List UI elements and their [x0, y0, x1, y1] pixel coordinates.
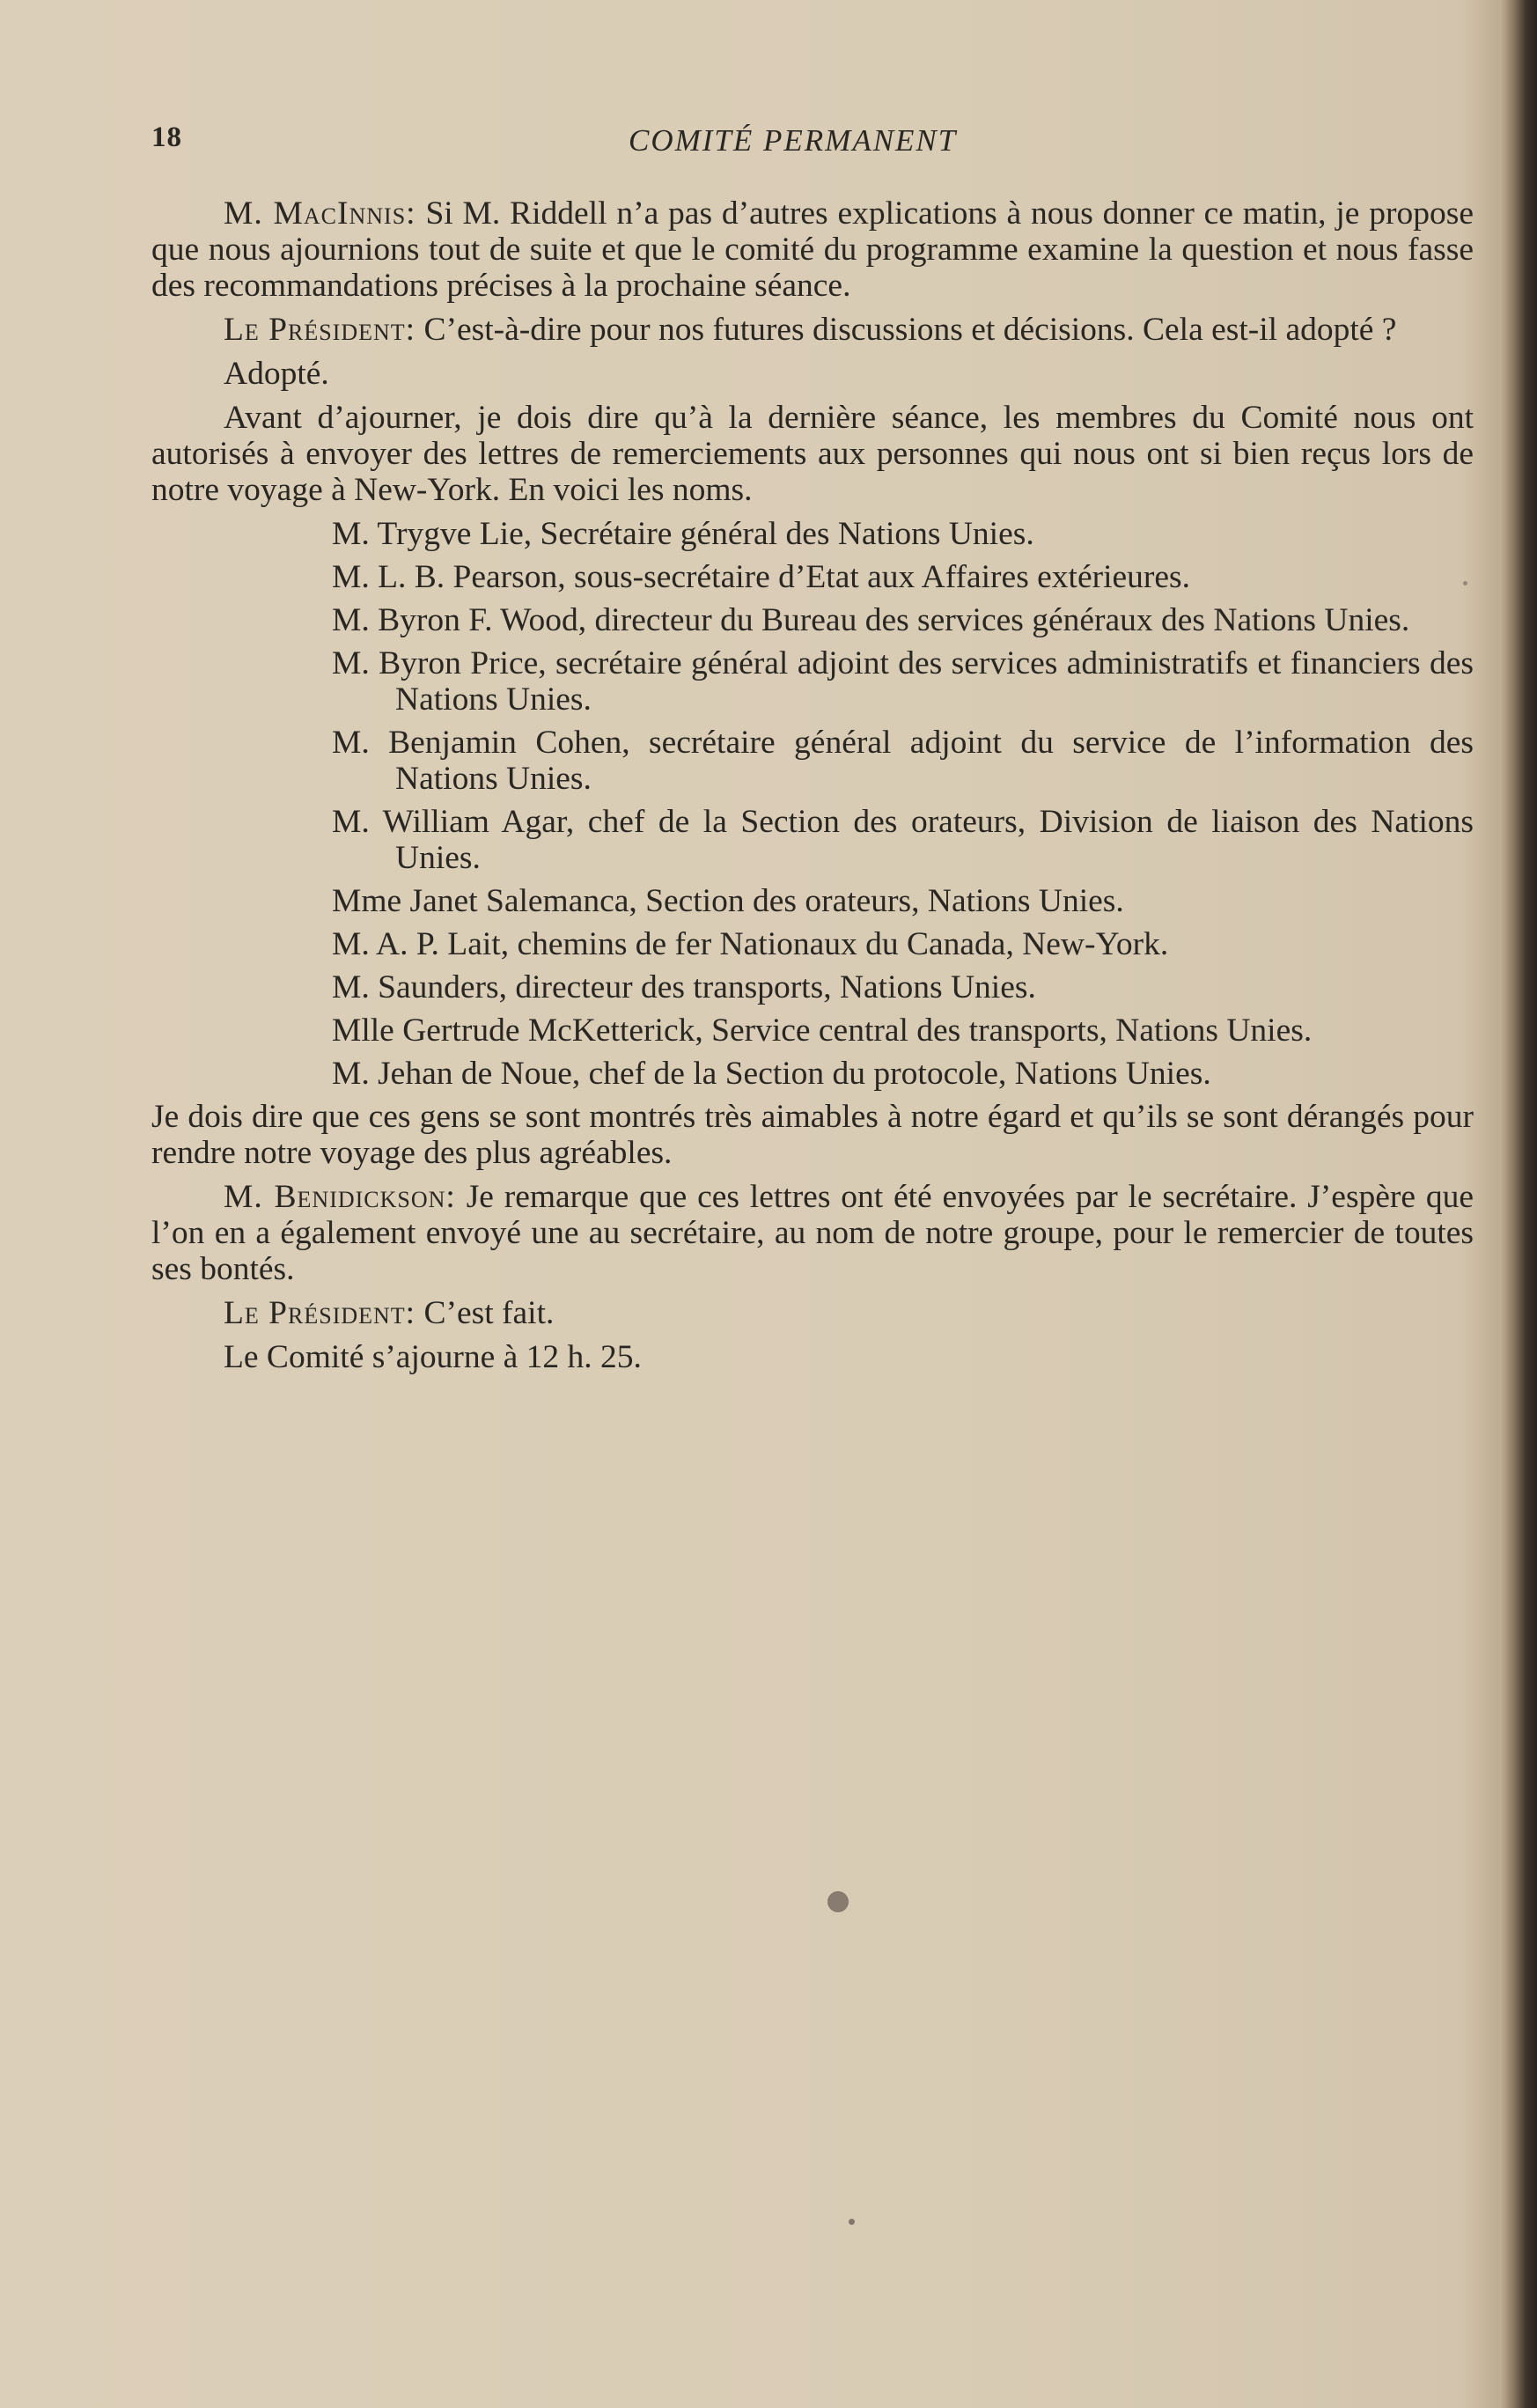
list-item: M. Jehan de Noue, chef de la Section du protocole, Nations Unies.: [332, 1056, 1211, 1092]
paragraph-text: C’est-à-dire pour nos futures discussions et décisions. Cela est-il adopté ?: [423, 312, 1397, 348]
paragraph-president-2: [151, 1295, 1474, 1331]
paragraph-macinnis: [151, 195, 1474, 304]
speaker-name: Le Président:: [224, 1295, 416, 1331]
running-head: [151, 122, 1472, 166]
paragraph-president-1: [151, 312, 1474, 348]
paragraph-ajournement: [151, 1339, 1474, 1375]
list-item: Mlle Gertrude McKetterick, Service central des transports, Nations Unies.: [332, 1013, 1313, 1049]
book-spine-shadow: [1500, 0, 1537, 2408]
list-item: M. Byron Price, secrétaire général adjoint des services administratifs et financiers des Nations Unies.: [332, 645, 1474, 718]
ink-speck: [1463, 581, 1467, 585]
list-item: M. Trygve Lie, Secrétaire général des Nations Unies.: [332, 516, 1034, 552]
speaker-name: Le Président:: [224, 312, 416, 348]
paragraph-text: Je remarque que ces lettres ont été envoyées par le secrétaire. J’espère que l’on en a également envoyé une au secrétaire, au nom de notre groupe, pour le remercier de toutes ses bontés.: [151, 1179, 1474, 1287]
names-list: [151, 516, 1474, 1092]
paragraph-adopte: [151, 356, 1474, 392]
list-item: M. William Agar, chef de la Section des orateurs, Division de liaison des Nations Unies.: [332, 804, 1474, 876]
list-item: M. L. B. Pearson, sous-secrétaire d’Etat aux Affaires extérieures.: [332, 559, 1191, 595]
page-number: 18: [151, 122, 182, 153]
paragraph-text: Si M. Riddell n’a pas d’autres explications à nous donner ce matin, je propose que nous ajournions tout de suite et que le comité du programme examine la question et nous fasse des recommandations précises à la prochaine séance.: [151, 195, 1474, 304]
body-text: [151, 195, 1474, 1383]
speaker-name: M. Benidickson:: [224, 1179, 456, 1215]
ink-speck: [827, 1891, 849, 1912]
ink-speck: [849, 2219, 855, 2225]
list-item: M. Byron F. Wood, directeur du Bureau des services généraux des Nations Unies.: [332, 602, 1410, 638]
paragraph-text: C’est fait.: [423, 1295, 555, 1331]
paragraph-text: Adopté.: [224, 356, 329, 392]
list-item: M. Benjamin Cohen, secrétaire général adjoint du service de l’information des Nations Unies.: [332, 725, 1474, 797]
list-item: Mme Janet Salemanca, Section des orateurs, Nations Unies.: [332, 883, 1124, 919]
list-item: M. Saunders, directeur des transports, Nations Unies.: [332, 969, 1036, 1005]
list-item: M. A. P. Lait, chemins de fer Nationaux du Canada, New-York.: [332, 926, 1169, 962]
paragraph-benidickson: [151, 1179, 1474, 1287]
paragraph-text: Avant d’ajourner, je dois dire qu’à la dernière séance, les membres du Comité nous ont autorisés à envoyer des lettres de remerciements aux personnes qui nous ont si bien reçus lors de notre voyage à New-York. En voici les noms.: [151, 400, 1474, 508]
paragraph-avant-ajourner: [151, 400, 1474, 508]
paragraph-gens-aimables: [151, 1099, 1474, 1171]
header-title: COMITÉ PERMANENT: [629, 123, 958, 158]
paragraph-text: Je dois dire que ces gens se sont montrés très aimables à notre égard et qu’ils se sont dérangés pour rendre notre voyage des plus agréables.: [151, 1099, 1474, 1171]
paragraph-text: Le Comité s’ajourne à 12 h. 25.: [224, 1339, 642, 1375]
speaker-name: M. MacInnis:: [224, 195, 416, 232]
